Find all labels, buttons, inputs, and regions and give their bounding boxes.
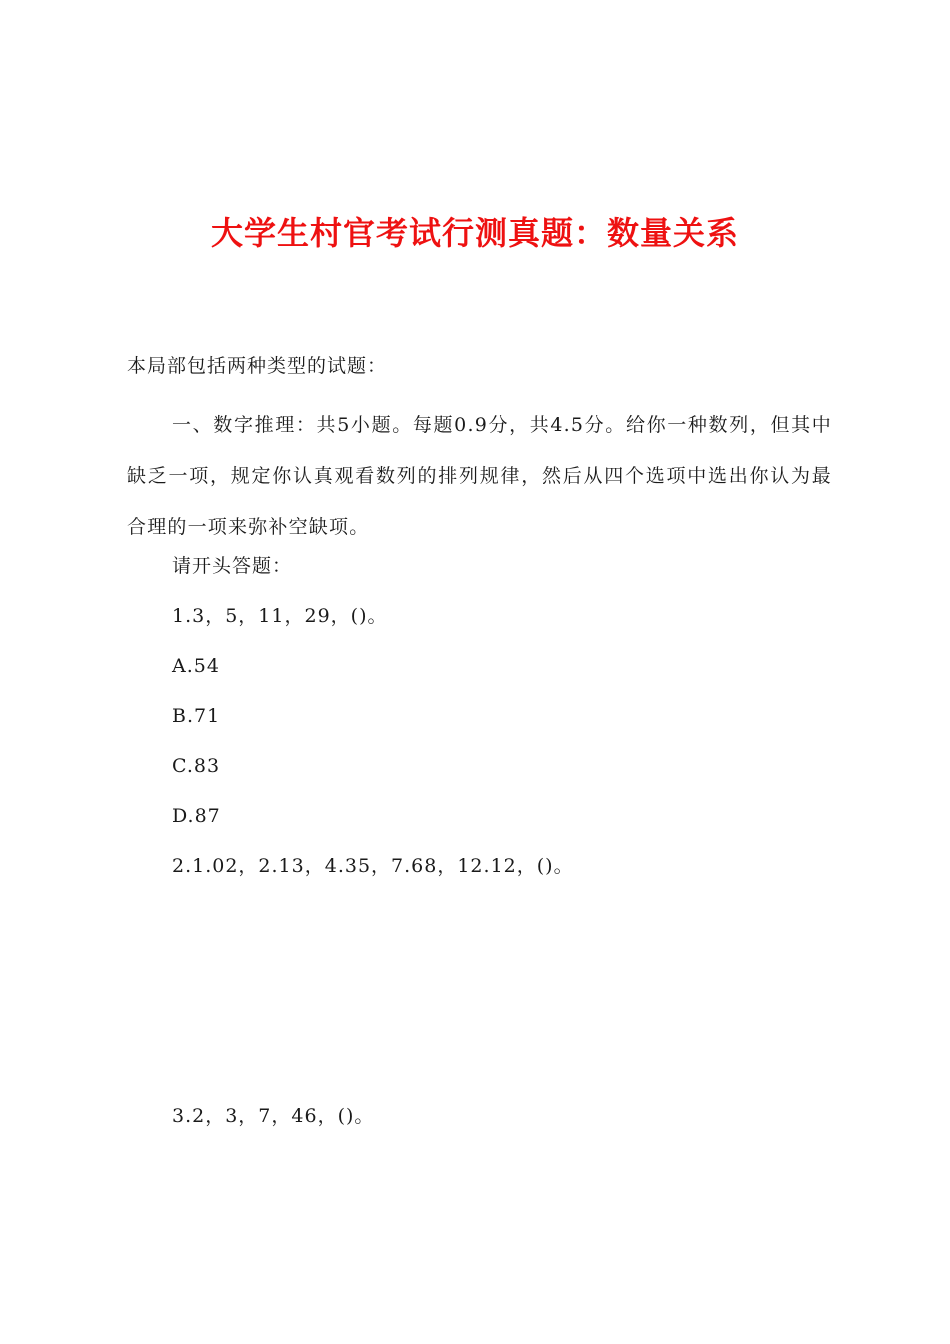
question-3: 3.2，3，7，46，()。 xyxy=(172,1105,375,1127)
question-2: 2.1.02，2.13，4.35，7.68，12.12，()。 xyxy=(172,855,574,877)
question-1-option-b: B.71 xyxy=(172,705,221,727)
start-prompt: 请开头答题： xyxy=(172,555,293,577)
page-title: 大学生村官考试行测真题：数量关系 xyxy=(210,214,739,252)
question-1: 1.3，5，11，29，()。 xyxy=(172,605,388,627)
question-1-option-c: C.83 xyxy=(172,755,221,777)
question-1-option-d: D.87 xyxy=(172,805,221,827)
intro-text: 本局部包括两种类型的试题： xyxy=(127,355,388,377)
section-paragraph: 一、数字推理：共5小题。每题0.9分，共4.5分。给你一种数列，但其中缺乏一项，规定你认真观看数列的排列规律，然后从四个选项中选出你认为最合理的一项来弥补空缺项。 xyxy=(127,414,832,538)
question-1-option-a: A.54 xyxy=(172,655,220,677)
